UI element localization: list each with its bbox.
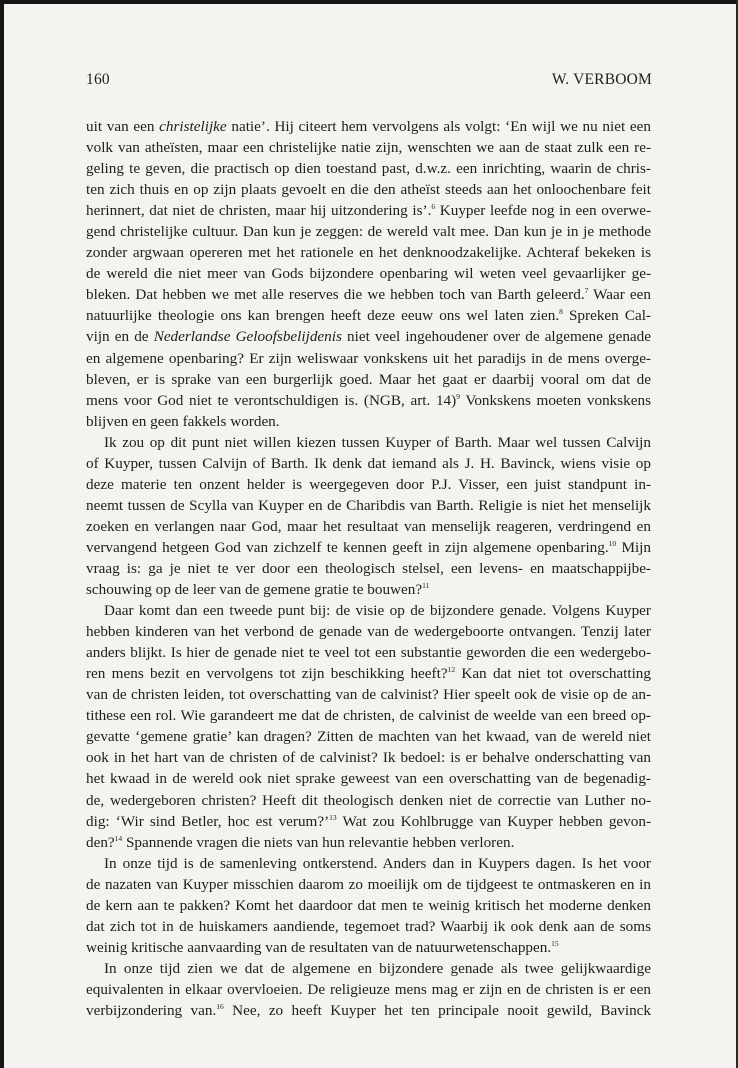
text-line xyxy=(86,937,651,958)
text-segment: Nee, zo heeft Kuyper het ten principale nooit gewild, Bavinck xyxy=(223,1001,651,1019)
text-segment: de kern aan te pakken? Komt het daardoor dat men te weinig kritisch het moderne denken xyxy=(86,896,651,914)
footnote-reference: 11 xyxy=(422,581,430,591)
scan-border-top xyxy=(0,0,738,4)
text-line xyxy=(86,242,651,263)
text-segment: ten zich thuis en op zijn plaats gevoelt en die den atheïst steeds aan het onloochenbare feit xyxy=(86,181,651,199)
text-segment: Mijn xyxy=(616,538,652,556)
text-segment: equivalenten in elkaar overvloeien. De religieuze mens mag er zijn en de christen is er een xyxy=(86,980,651,998)
text-line xyxy=(86,369,651,390)
text-line xyxy=(86,116,651,137)
footnote-reference: 8 xyxy=(559,307,563,317)
text-line xyxy=(86,432,651,453)
text-line xyxy=(86,263,651,284)
text-line xyxy=(86,811,651,832)
text-segment: Waar een xyxy=(588,286,651,304)
text-segment: de wereld die niet meer van Gods bijzondere openbaring wil weten veel gevaarlijker ge- xyxy=(86,265,651,283)
text-segment: In onze tijd is de samenleving ontkerstend. Anders dan in Kuypers dagen. Is het voor xyxy=(104,854,651,872)
footnote-reference: 13 xyxy=(329,812,337,822)
text-segment: niet veel ingehoudener over de algemene genade xyxy=(341,328,652,346)
text-segment: uit van een xyxy=(86,118,160,135)
text-line xyxy=(86,1000,651,1021)
text-segment: mens voor God niet te verontschuldigen is. (NGB, art. 14) xyxy=(86,391,457,409)
text-segment: ook in het hart van de christen of de calvinist? Ik bedoel: is er behalve onderschatting van xyxy=(86,749,651,767)
text-segment: Spreken Cal- xyxy=(562,307,651,325)
footnote-reference: 7 xyxy=(584,286,589,296)
footnote-reference: 14 xyxy=(114,833,123,843)
text-line xyxy=(86,390,651,411)
text-line xyxy=(86,979,651,1000)
text-line xyxy=(86,558,651,579)
text-line xyxy=(86,221,651,242)
text-line xyxy=(86,411,651,432)
text-segment: Spannende vragen die niets van hun relevantie hebben verloren. xyxy=(122,833,515,851)
text-segment: In onze tijd zien we dat de algemene en bijzondere genade als twee gelijkwaardige xyxy=(104,959,651,977)
text-segment: volk van atheïsten, maar een christelijke natie zijn, wenschten we aan de staat zulk een re- xyxy=(86,139,651,157)
text-line xyxy=(86,453,651,474)
text-segment: ren mens bezit en vervolgens tot zijn beschikking heeft? xyxy=(86,665,448,683)
text-line xyxy=(86,768,651,789)
text-line xyxy=(86,853,651,874)
text-segment: zonder argwaan opereren met het rationele en het denknoodzakelijke. Achteraf bekeken is xyxy=(86,244,651,262)
text-segment: bleven, er is sprake van een burgerlijk goed. Maar het gaat er daarbij vooral om dat de xyxy=(86,370,651,388)
text-segment: dig: ‘Wir sind Betler, hoc est verum?’ xyxy=(86,812,330,830)
text-segment: de nazaten van Kuyper misschien daarom zo moeilijk om de tijdgeest te ontmaskeren en in xyxy=(86,875,651,893)
text-segment: Kuyper leefde nog in een overwe- xyxy=(435,202,651,220)
text-line xyxy=(86,348,651,369)
text-segment: hebben kinderen van het verbond de genade van de wedergeboorte ontvangen. Tenzij later xyxy=(86,623,651,641)
italic-title: Nederlandse Geloofsbelijdenis xyxy=(153,328,342,346)
text-segment: natuurlijke theologie ons kan brengen heeft deze eeuw ons wel laten zien. xyxy=(86,307,560,325)
text-segment: den? xyxy=(86,833,115,851)
text-segment: weinig kritische aanvaarding van de resultaten van de natuurwetenschappen. xyxy=(86,938,552,956)
text-line xyxy=(86,284,651,305)
text-segment: zoeken en verlangen naar God, maar het resultaat van menselijk reageren, verdringend en xyxy=(86,517,651,535)
text-line xyxy=(86,516,651,537)
text-line xyxy=(86,200,651,221)
scan-border-left xyxy=(0,0,4,1068)
text-segment: de, wedergeboren christen? Heeft dit theologisch denken niet de correctie van Luther no- xyxy=(86,791,651,809)
text-line xyxy=(86,495,651,516)
footnote-reference: 10 xyxy=(608,538,617,548)
text-line xyxy=(86,579,651,600)
text-segment: verbijzondering van. xyxy=(86,1001,217,1019)
text-line xyxy=(86,326,651,347)
text-segment: geling te geven, die practisch op dien toestand past, d.w.z. een inrichting, waarin de chris- xyxy=(86,160,651,178)
text-segment: Vonkskens moeten vonkskens xyxy=(459,391,652,409)
text-line xyxy=(86,621,651,642)
text-line xyxy=(86,705,651,726)
footnote-reference: 12 xyxy=(447,665,456,675)
running-head: W. VERBOOM xyxy=(551,71,652,88)
text-line xyxy=(86,179,651,200)
text-line xyxy=(86,747,651,768)
footnote-reference: 16 xyxy=(216,1001,224,1011)
text-line xyxy=(86,537,651,558)
text-segment: Daar komt dan een tweede punt bij: de visie op de bijzondere genade. Volgens Kuyper xyxy=(104,602,651,620)
page-header xyxy=(86,71,652,89)
text-segment: of Kuyper, tussen Calvijn of Barth. Ik denk dat iemand als J. H. Bavinck, wiens visie op xyxy=(86,454,651,472)
text-line xyxy=(86,474,651,495)
text-line xyxy=(86,916,651,937)
text-line xyxy=(86,832,651,853)
text-line xyxy=(86,895,651,916)
text-line xyxy=(86,726,651,747)
text-segment: van de christen leiden, tot overschatting van de calvinist? Hier speelt ook de visie op de an- xyxy=(86,686,651,704)
text-segment: vijn en de xyxy=(86,328,154,346)
text-segment: en algemene openbaring? Er zijn weliswaar vonkskens uit het paradijs in de mens overge- xyxy=(86,349,651,367)
text-line xyxy=(86,137,651,158)
text-line xyxy=(86,642,651,663)
text-segment: Kan dat niet tot overschatting xyxy=(455,665,651,683)
footnote-reference: 9 xyxy=(456,391,460,401)
text-line xyxy=(86,663,651,684)
footnote-reference: 15 xyxy=(551,938,559,948)
page-number: 160 xyxy=(86,71,110,88)
footnote-reference: 6 xyxy=(431,202,436,212)
text-line xyxy=(86,958,651,979)
text-line xyxy=(86,305,651,326)
text-line xyxy=(86,874,651,895)
text-segment: tithese een rol. Wie garandeert me dat de christen, de calvinist de weelde van een breed op- xyxy=(86,707,651,725)
text-line xyxy=(86,600,651,621)
text-segment: gend christelijke cultuur. Dan kun je zeggen: de wereld valt mee. Dan kun je in je methode xyxy=(86,223,651,241)
body-text xyxy=(86,116,651,1021)
text-segment: natie’. Hij citeert hem vervolgens als volgt: ‘En wijl we nu niet een xyxy=(226,118,651,135)
text-segment: blijven en geen fakkels worden. xyxy=(86,412,280,430)
text-segment: deze materie ten onzent helder is weergegeven door P.J. Visser, een juist standpunt in- xyxy=(86,475,651,493)
text-line xyxy=(86,790,651,811)
text-line xyxy=(86,158,651,179)
text-segment: dat zich tot in de huiskamers aandiende, tegemoet trad? Waarbij ik ook denk aan de soms xyxy=(86,917,651,935)
text-segment: vraag is: ga je niet te ver door een theologisch stelsel, een levens- en maatschappijbe- xyxy=(86,559,651,577)
text-segment: gevatte ‘gemene gratie’ kan dragen? Zitten de machten van het kwaad, van de wereld niet xyxy=(86,728,651,746)
text-segment: neemt tussen de Scylla van Kuyper en de Charibdis van Barth. Religie is niet het menselijk xyxy=(86,496,651,514)
text-segment: bleken. Dat hebben we met alle reserves die we hebben toch van Barth geleerd. xyxy=(86,286,585,304)
text-segment: het kwaad in de wereld ook niet sprake geweest van een overschatting van de begenadig- xyxy=(86,770,651,788)
text-segment: anders blijkt. Is hier de genade niet te veel tot een substantie geworden die een wedergebo- xyxy=(86,644,651,662)
text-segment: Wat zou Kohlbrugge van Kuyper hebben gevon- xyxy=(336,812,651,830)
text-segment: schouwing op de leer van de gemene gratie te bouwen? xyxy=(86,581,423,599)
italic-title: christelijke xyxy=(159,118,227,135)
text-segment: vervangend hetgeen God van zichzelf te kennen geeft in zijn algemene openbaring. xyxy=(86,538,609,556)
text-segment: Ik zou op dit punt niet willen kiezen tussen Kuyper of Barth. Maar wel tussen Calvijn xyxy=(104,433,651,451)
text-line xyxy=(86,684,651,705)
text-segment: herinnert, dat niet de christen, maar hij uitzondering is’. xyxy=(86,202,432,220)
